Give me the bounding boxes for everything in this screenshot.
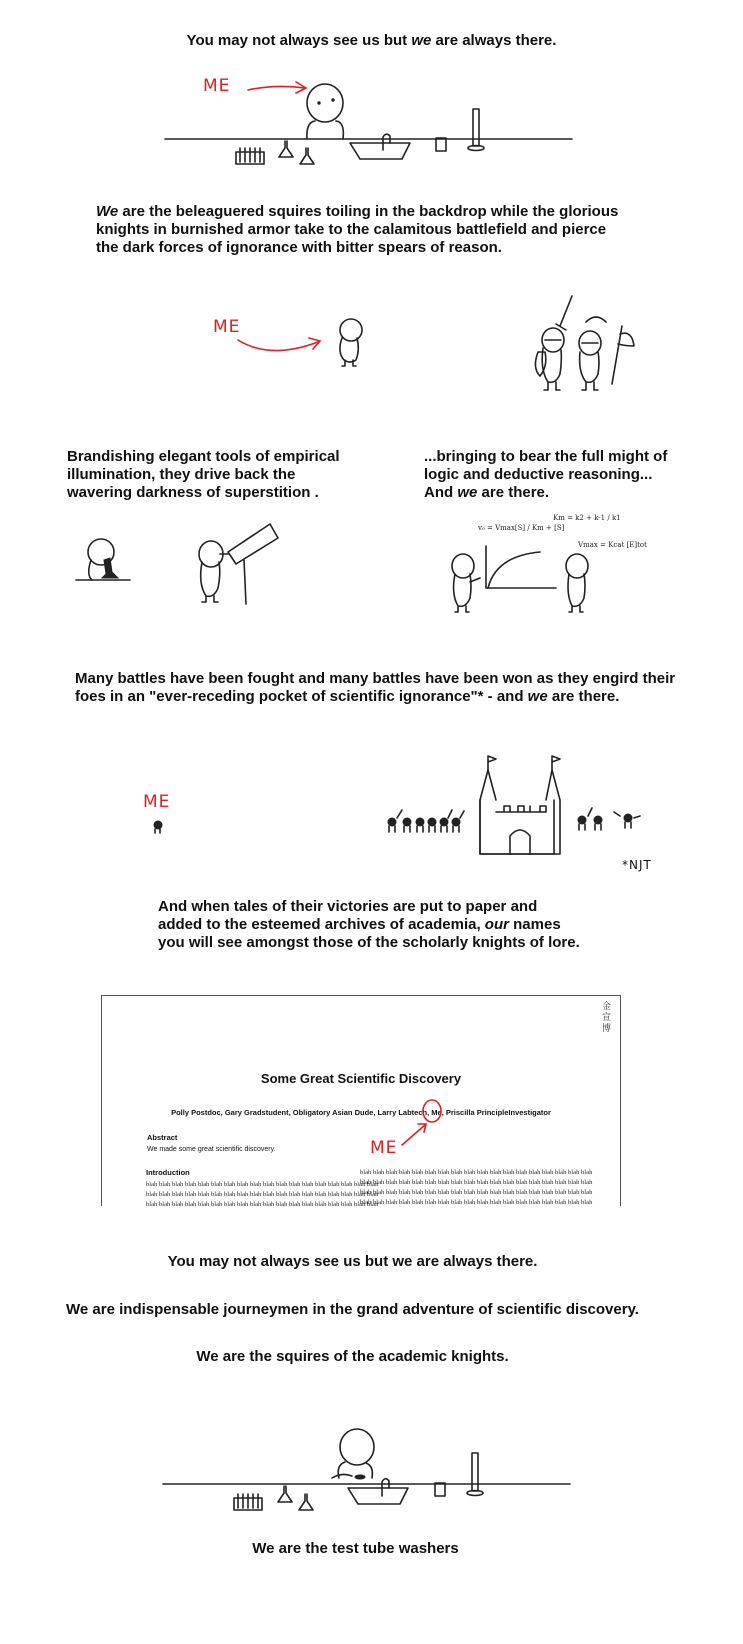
caption-archives: And when tales of their victories are put to paper and added to the esteemed archives of academia, our names you will see amongst those of the scholarly knights of lore. (158, 898, 580, 951)
caption-tools: Brandishing elegant tools of empirical illumination, they drive back the wavering darkness of superstition . (67, 448, 340, 501)
footnote-njt: *NJT (622, 858, 652, 872)
me-label-1: ME (203, 76, 231, 96)
seal-signature: 金宣博 (602, 1001, 612, 1033)
author-me: Me (431, 1108, 442, 1117)
intro-heading: Introduction (146, 1168, 190, 1177)
caption-squires: We are the beleaguered squires toiling in the backdrop while the glorious knights in burnished armor take to the calamitous battlefield and pierce the dark forces of ignorance with bitter spears of reason. (96, 203, 619, 256)
intro-column-left: blah blah blah blah blah blah blah blah blah blah blah blah blah blah blah blah blah blah blah blah blah blah blah blah blah blah blah blah blah blah blah blah blah blah blah blah blah blah blah blah blah blah blah blah blah blah blah blah blah blah blah blah blah blah (146, 1181, 379, 1208)
equation-km: Km = k2 + k-1 / k1 (553, 514, 621, 522)
intro-column-right: blah blah blah blah blah blah blah blah blah blah blah blah blah blah blah blah blah blah blah blah blah blah blah blah blah blah blah blah blah blah blah blah blah blah blah blah blah blah blah blah blah blah blah blah blah blah blah blah blah blah blah blah blah blah blah blah blah blah blah blah blah blah blah blah blah blah blah blah blah blah blah blah (360, 1169, 593, 1206)
abstract-heading: Abstract (147, 1133, 178, 1142)
equation-michaelis: v₀ = Vmax[S] / Km + [S] (478, 524, 565, 532)
final-caption: We are the test tube washers (252, 1540, 459, 1557)
closing-line-1: You may not always see us but we are always there. (167, 1253, 538, 1270)
emphasis-we: we (527, 688, 548, 705)
me-label-2: ME (213, 317, 241, 337)
me-label-5: ME (370, 1138, 398, 1158)
emphasis-we: We (96, 203, 119, 220)
abstract-text: We made some great scientific discovery. (147, 1146, 276, 1153)
equation-vmax: Vmax = Kcat [E]tot (578, 541, 647, 549)
me-label-4: ME (143, 792, 171, 812)
paper-authors: Polly Postdoc, Gary Gradstudent, Obligatory Asian Dude, Larry Labtech, Me, Priscilla PrincipleInvestigator (171, 1108, 551, 1117)
caption-intro: You may not always see us but we are always there. (186, 32, 557, 49)
emphasis-we: we (411, 32, 432, 49)
emphasis-we: we (457, 484, 478, 501)
caption-battles: Many battles have been fought and many battles have been won as they engird their foes in an "ever-receding pocket of scientific ignorance"* - and we are there. (75, 670, 676, 705)
caption-logic: ...bringing to bear the full might of logic and deductive reasoning... And we are there. (424, 448, 668, 501)
closing-line-2: We are indispensable journeymen in the grand adventure of scientific discovery. (66, 1301, 639, 1318)
paper-title: Some Great Scientific Discovery (260, 1071, 462, 1086)
emphasis-our: our (484, 916, 509, 933)
closing-line-3: We are the squires of the academic knights. (196, 1348, 509, 1365)
